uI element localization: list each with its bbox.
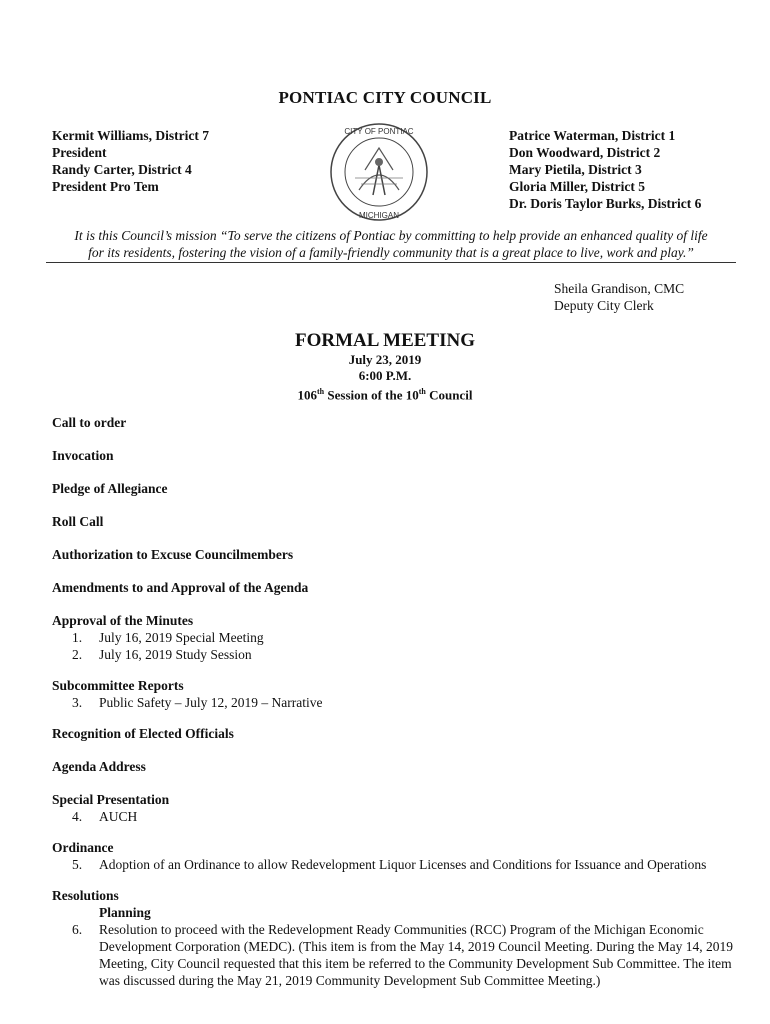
agenda-heading: Amendments to and Approval of the Agenda: [52, 580, 309, 595]
clerk-name: Sheila Grandison, CMC: [554, 281, 685, 296]
member-line: Dr. Doris Taylor Burks, District 6: [509, 196, 702, 211]
mission-line: It is this Council’s mission “To serve the citizens of Pontiac by committing to help provide an enhanced quality of life: [74, 228, 708, 243]
svg-text:MICHIGAN: MICHIGAN: [359, 211, 399, 220]
council-leadership: [52, 127, 209, 195]
agenda-item: 3. Public Safety – July 12, 2019 – Narrative: [72, 695, 323, 710]
page-title: PONTIAC CITY COUNCIL: [278, 88, 492, 107]
meeting-heading: FORMAL MEETING: [295, 330, 475, 351]
agenda-subheading: Planning: [99, 905, 151, 920]
mission-line: for its residents, fostering the vision of a family-friendly community that is a great place to live, work and play.”: [88, 245, 694, 260]
mission-statement: [46, 227, 736, 261]
agenda-heading: Approval of the Minutes: [52, 613, 194, 628]
member-line: President: [52, 145, 107, 160]
svg-text:CITY OF PONTIAC: CITY OF PONTIAC: [344, 127, 414, 136]
member-line: Kermit Williams, District 7: [52, 128, 209, 143]
agenda-heading: Pledge of Allegiance: [52, 481, 168, 496]
agenda-heading: Agenda Address: [52, 759, 146, 774]
agenda-heading: Special Presentation: [52, 792, 170, 807]
agenda-heading: Invocation: [52, 448, 114, 463]
member-line: Mary Pietila, District 3: [509, 162, 642, 177]
agenda-list: [52, 414, 742, 989]
agenda-heading: Recognition of Elected Officials: [52, 726, 234, 741]
meeting-session: 106th Session of the 10th Council: [297, 387, 473, 403]
agenda-heading: Authorization to Excuse Councilmembers: [52, 547, 294, 562]
meeting-header: [0, 330, 770, 403]
member-line: Gloria Miller, District 5: [509, 179, 645, 194]
member-line: Randy Carter, District 4: [52, 162, 192, 177]
agenda-item: 6. Resolution to proceed with the Redevelopment Ready Communities (RCC) Program of the Michigan Economic Development Corporation (MEDC). (This item is from the May 14, 2019 Council Meeting. During the May 14, 2019 Meeting, City Council requested that this item be referred to the Community Development Sub Committee. The item was discussed during the May 21, 2019 Community Development Sub Committee Meeting.): [72, 922, 734, 988]
agenda-heading: Resolutions: [52, 888, 119, 903]
divider: [46, 262, 736, 263]
meeting-date: July 23, 2019: [348, 352, 422, 367]
agenda-heading: Call to order: [52, 415, 127, 430]
city-seal-icon: [325, 120, 433, 225]
agenda-heading: Subcommittee Reports: [52, 678, 184, 693]
agenda-heading: Ordinance: [52, 840, 114, 855]
member-line: President Pro Tem: [52, 179, 159, 194]
agenda-item: 1. July 16, 2019 Special Meeting: [72, 630, 264, 645]
member-line: Patrice Waterman, District 1: [509, 128, 676, 143]
clerk-block: [554, 280, 684, 314]
agenda-item: 5. Adoption of an Ordinance to allow Redevelopment Liquor Licenses and Conditions for Issuance and Operations: [72, 857, 707, 872]
agenda-heading: Roll Call: [52, 514, 104, 529]
agenda-item: 4. AUCH: [72, 809, 138, 824]
meeting-time: 6:00 P.M.: [358, 368, 412, 383]
council-members: [509, 127, 701, 212]
agenda-item: 2. July 16, 2019 Study Session: [72, 647, 252, 662]
member-line: Don Woodward, District 2: [509, 145, 661, 160]
clerk-title: Deputy City Clerk: [554, 298, 654, 313]
